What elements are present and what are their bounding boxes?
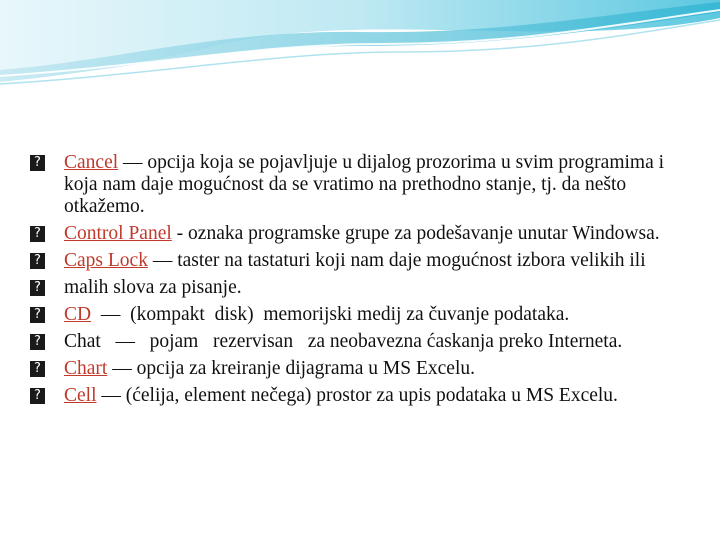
definition-text: — (kompakt disk) memorijski medij za čuvanje podataka. (91, 304, 570, 325)
replacement-char-icon: ? (30, 361, 45, 377)
term-link[interactable]: Cancel (64, 152, 119, 173)
list-item (30, 250, 700, 272)
replacement-char-icon: ? (30, 253, 45, 269)
term-link[interactable]: Caps Lock (64, 250, 148, 271)
definitions-list (30, 152, 700, 412)
definition-text: malih slova za pisanje. (64, 277, 242, 298)
term-link[interactable]: Control Panel (64, 223, 172, 244)
term-text: Chat (64, 331, 101, 352)
definition-text: — pojam rezervisan za neobavezna ćaskanja preko Interneta. (100, 331, 623, 352)
term-link[interactable]: Cell (64, 385, 97, 406)
decorative-wave-banner (0, 0, 720, 90)
definition-text: — taster na tastaturi koji nam daje mogućnost izbora velikih ili (147, 250, 646, 271)
replacement-char-icon: ? (30, 334, 45, 350)
list-item (30, 152, 700, 218)
definition-text: — opcija za kreiranje dijagrama u MS Excelu. (107, 358, 475, 379)
list-item (30, 277, 700, 299)
replacement-char-icon: ? (30, 307, 45, 323)
list-item (30, 223, 700, 245)
list-item (30, 385, 700, 407)
list-item (30, 331, 700, 353)
replacement-char-icon: ? (30, 388, 45, 404)
replacement-char-icon: ? (30, 280, 45, 296)
list-item (30, 304, 700, 326)
definition-text: — opcija koja se pojavljuje u dijalog prozorima u svim programima i koja nam daje mogućnost da se vratimo na prethodno stanje, tj. da nešto otkažemo. (64, 152, 665, 217)
definition-text: - oznaka programske grupe za podešavanje unutar Windowsa. (171, 223, 660, 244)
list-item (30, 358, 700, 380)
definition-text: — (ćelija, element nečega) prostor za upis podataka u MS Excelu. (96, 385, 618, 406)
term-link[interactable]: Chart (64, 358, 108, 379)
replacement-char-icon: ? (30, 226, 45, 242)
term-link[interactable]: CD (64, 304, 92, 325)
replacement-char-icon: ? (30, 155, 45, 171)
